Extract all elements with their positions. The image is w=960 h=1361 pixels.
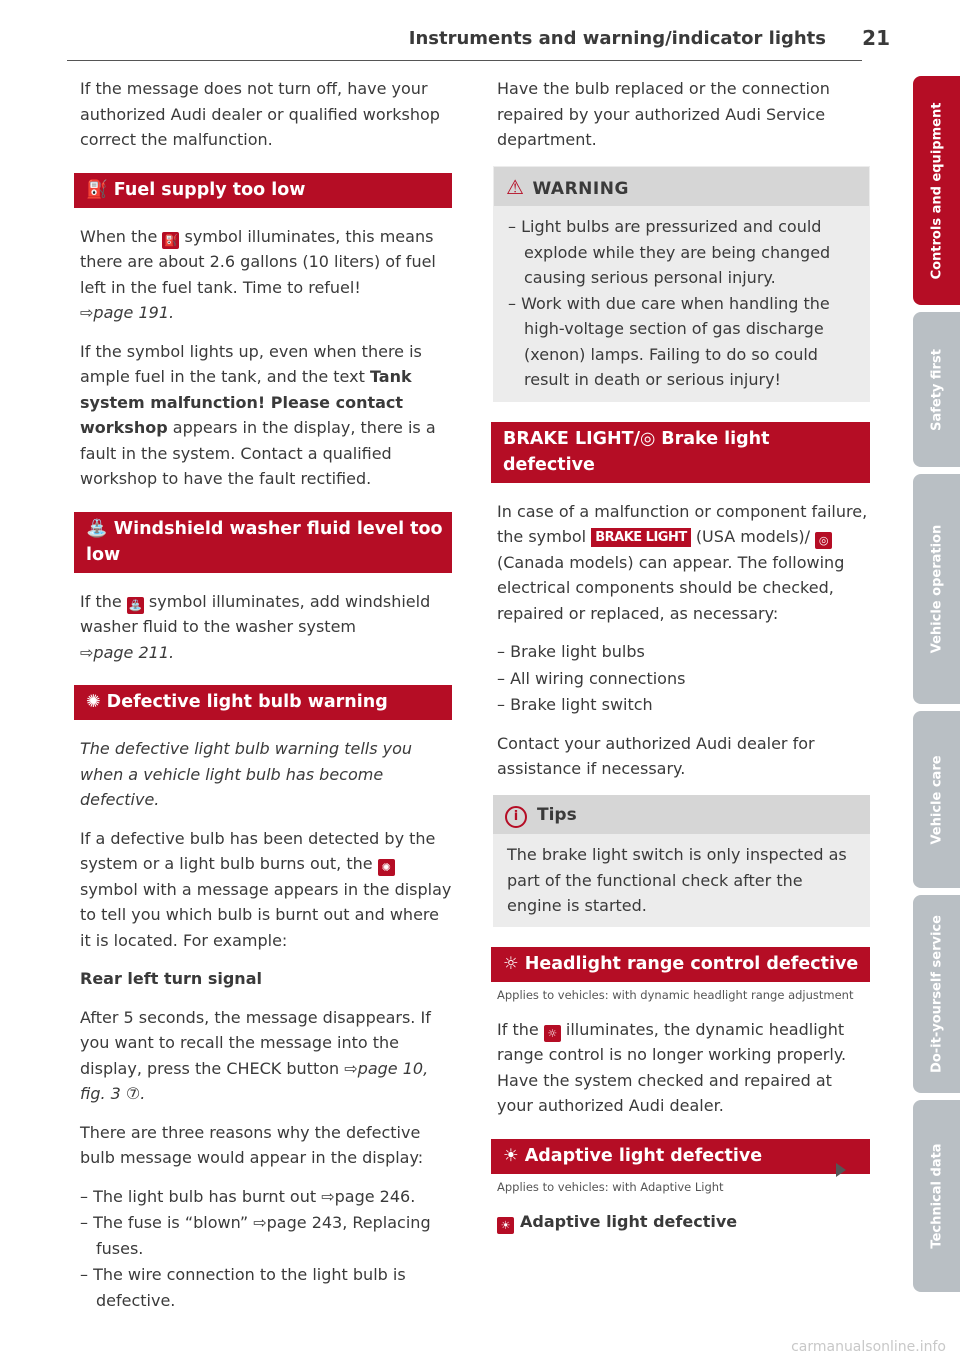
text: If the symbol lights up, even when there is ample fuel in the tank, and the text (80, 341, 422, 386)
headlight-range-icon: ☼ (544, 1025, 561, 1042)
warning-list (494, 206, 869, 393)
section-heading-text: Defective light bulb warning (106, 692, 388, 712)
light-bulb-icon: ✺ (86, 692, 101, 712)
display-message-text: Tank system malfunction! Please contact workshop (80, 367, 412, 437)
list-item: – The fuse is “blown” ⇨page 243, Replacing fuses. (80, 1213, 431, 1258)
text: Adaptive light defective (520, 1211, 738, 1231)
brake-light-badge: BRAKE LIGHT (591, 528, 691, 547)
list-item: – Work with due care when handling the high-voltage section of gas discharge (xenon) lamps. Failing to do so could result in death or serious injury! (508, 293, 830, 389)
section-heading-adaptive-light (491, 1139, 870, 1174)
list-item: – The wire connection to the light bulb is defective. (80, 1265, 406, 1310)
brake-paragraph-2: Contact your authorized Audi dealer for assistance if necessary. (497, 733, 815, 778)
washer-fluid-icon: ⛲ (128, 598, 143, 612)
tips-box (493, 795, 870, 927)
section-heading-washer (74, 512, 452, 573)
page-reference-link[interactable]: ⇨page 10, fig. 3 ⑦. (80, 1058, 429, 1103)
tab-label: Controls and equipment (929, 102, 944, 279)
fuel-pump-icon: ⛽ (86, 179, 108, 200)
intro-paragraph: Have the bulb replaced or the connection repaired by your authorized Audi Service department. (497, 79, 830, 149)
tab-technical-data[interactable] (913, 1100, 960, 1292)
side-tab-navigation (913, 76, 960, 1299)
intro-paragraph: If the message does not turn off, have your authorized Audi dealer or qualified workshop correct the malfunction. (80, 79, 440, 149)
light-bulb-icon: ✺ (378, 859, 395, 876)
section-heading-fuel (74, 173, 452, 208)
bulb-example: Rear left turn signal (80, 969, 262, 988)
text: illuminates, the dynamic headlight range control is no longer working properly. Have the system checked and repaired at your authorized Audi dealer. (497, 1019, 847, 1115)
brake-components-list (497, 639, 870, 718)
fuel-pump-icon: ⛽ (164, 233, 178, 247)
text: In case of a malfunction or component failure, the symbol (497, 501, 868, 546)
list-item: – All wiring connections (497, 668, 686, 688)
page-header (67, 20, 890, 61)
section-heading-text: Fuel supply too low (113, 179, 306, 200)
bulb-paragraph-2 (80, 1005, 452, 1107)
page-reference-link[interactable]: ⇨page 211. (80, 642, 175, 662)
warning-triangle-icon: ⚠ (506, 174, 525, 199)
list-item: – Brake light bulbs (497, 642, 645, 661)
warning-title: WARNING (532, 178, 629, 199)
right-column (497, 76, 870, 1234)
tab-label: Technical data (929, 1143, 944, 1249)
adaptive-light-icon: ☀ (503, 1145, 519, 1166)
warning-header (494, 167, 869, 207)
brake-light-icon: ◎ (639, 428, 656, 449)
tips-title: Tips (537, 804, 577, 825)
bulb-reasons-list (80, 1184, 452, 1314)
info-icon: i (505, 806, 527, 828)
section-heading-text: Brake light defective (503, 428, 770, 475)
headlight-range-icon: ☼ (503, 953, 519, 974)
continue-arrow-icon (836, 1163, 846, 1177)
brake-light-label: BRAKE LIGHT/ (503, 428, 640, 449)
list-item: – Light bulbs are pressurized and could explode while they are being changed causing serious personal injury. (508, 217, 831, 287)
adaptive-light-subheading (497, 1209, 870, 1235)
tips-text: The brake light switch is only inspected as part of the functional check after the engine is started. (507, 845, 847, 915)
tab-label: Vehicle operation (929, 524, 944, 654)
applies-note: Applies to vehicles: with dynamic headlight range adjustment (497, 987, 854, 1002)
tab-label: Vehicle care (929, 754, 944, 845)
tips-header (493, 795, 870, 835)
brake-light-icon: ◎ (815, 532, 832, 549)
text: symbol illuminates, this means there are about 2.6 gallons (10 liters) of fuel left in the fuel tank. Time to refuel! (80, 226, 436, 297)
headlight-range-paragraph (497, 1017, 870, 1119)
tab-vehicle-care[interactable] (913, 711, 960, 888)
applies-note: Applies to vehicles: with Adaptive Light (497, 1179, 724, 1194)
bulb-paragraph-3: There are three reasons why the defective bulb message would appear in the display: (80, 1122, 424, 1167)
text: If the (497, 1019, 539, 1039)
tab-label: Do-it-yourself service (929, 915, 944, 1073)
section-heading-bulb (74, 685, 452, 720)
tab-controls-and-equipment[interactable] (913, 76, 960, 305)
list-item: – Brake light switch (497, 695, 653, 714)
text: symbol with a message appears in the display to tell you which bulb is burnt out and where it is located. For example: (80, 879, 452, 950)
section-heading-text: Adaptive light defective (524, 1145, 763, 1166)
brake-paragraph-1 (497, 499, 870, 627)
text: (USA models)/ (695, 527, 811, 546)
text: symbol illuminates, add windshield washer fluid to the washer system (80, 591, 431, 636)
list-item: – The light bulb has burnt out ⇨page 246. (80, 1186, 416, 1206)
warning-box (493, 166, 870, 402)
text: After 5 seconds, the message disappears. If you want to recall the message into the display, press the CHECK button (80, 1007, 431, 1078)
text: (Canada models) can appear. The following electrical components should be checked, repaired or replaced, as necessary: (497, 552, 845, 623)
section-heading-brake (491, 422, 870, 483)
tab-label: Safety first (929, 348, 944, 431)
fuel-paragraph-1 (80, 224, 452, 326)
text: When the (80, 226, 158, 246)
bulb-paragraph-1 (80, 826, 452, 954)
tab-safety-first[interactable] (913, 312, 960, 467)
bulb-intro: The defective light bulb warning tells you when a vehicle light bulb has become defective. (80, 739, 413, 809)
watermark: carmanualsonline.info (791, 1339, 946, 1355)
text: If a defective bulb has been detected by the system or a light bulb burns out, the (80, 828, 436, 873)
header-title: Instruments and warning/indicator lights (408, 28, 826, 49)
left-column (80, 76, 452, 1326)
section-heading-text: Headlight range control defective (524, 953, 859, 974)
tab-do-it-yourself-service[interactable] (913, 895, 960, 1093)
adaptive-light-icon: ☀ (497, 1217, 514, 1234)
tab-vehicle-operation[interactable] (913, 474, 960, 704)
fuel-paragraph-2 (80, 339, 452, 492)
washer-paragraph (80, 589, 452, 666)
text: If the (80, 591, 122, 611)
washer-fluid-icon: ⛲ (86, 518, 108, 539)
page-reference-link[interactable]: ⇨page 191. (80, 303, 175, 322)
page-number: 21 (862, 26, 890, 50)
section-heading-text: Windshield washer fluid level too low (86, 518, 443, 565)
text: appears in the display, there is a fault in the system. Contact a qualified workshop to have the fault rectified. (80, 418, 436, 488)
section-heading-headlight-range (491, 947, 870, 982)
